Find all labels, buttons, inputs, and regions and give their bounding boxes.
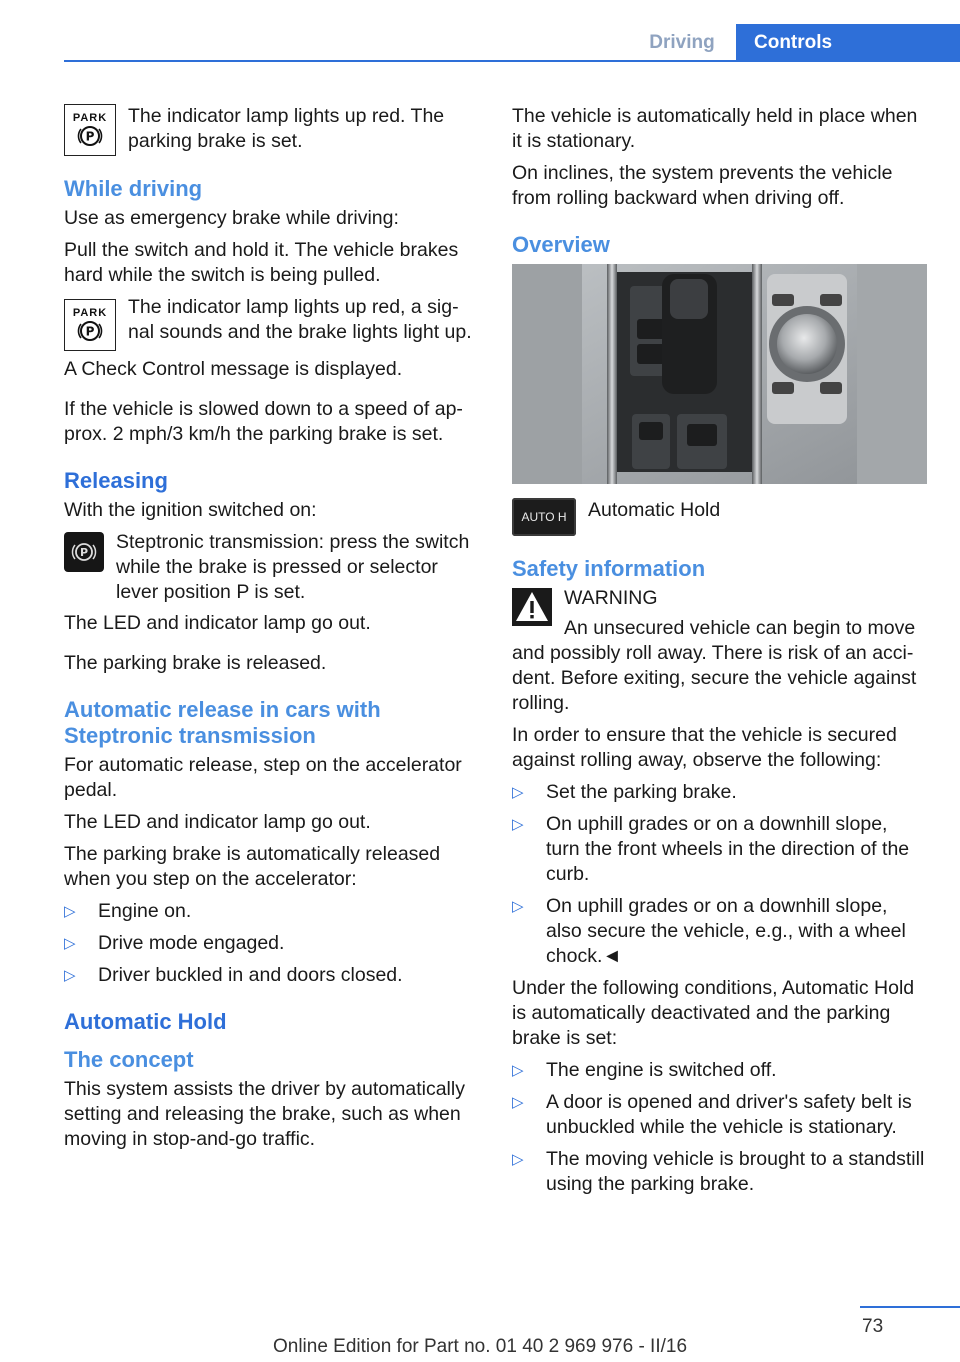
park-indicator-row	[64, 104, 478, 156]
footer-rule	[860, 1306, 960, 1308]
list-item: ▷ A door is opened and driver's safety belt is unbuckled while the vehicle is stationary.	[512, 1091, 912, 1138]
auto-release-p2: The LED and indicator lamp go out.	[64, 811, 371, 833]
header-section-driving[interactable]: Driving	[649, 32, 715, 53]
heading-concept: The concept	[64, 1047, 194, 1072]
emergency-indicator-row	[64, 295, 478, 351]
heading-overview: Overview	[512, 232, 610, 257]
while-driving-p4: If the vehicle is slowed down to a speed of approx. 2 mph/3 km/h the parking brake is set.	[64, 398, 463, 445]
warning-title: WARNING	[564, 587, 658, 609]
list-item: ▷ The moving vehicle is brought to a standstill using the parking brake.	[512, 1148, 925, 1195]
left-column	[64, 104, 478, 1159]
list-item: ▷ Drive mode engaged.	[64, 932, 285, 954]
auto-release-conditions	[64, 899, 478, 988]
park-brake-icon: PARK P	[64, 104, 116, 156]
list-item: ▷ On uphill grades or on a downhill slope, turn the front wheels in the direction of the curb.	[512, 813, 910, 885]
bullet-triangle-icon: ▷	[64, 967, 76, 984]
bullet-triangle-icon: ▷	[64, 935, 76, 952]
parking-brake-switch-icon	[64, 532, 104, 572]
auto-release-p3: The parking brake is automatically released when you step on the accelerator:	[64, 843, 441, 890]
concept-p1: This system assists the driver by automatically setting and releasing the brake, such as when moving in stop-and-go traffic.	[64, 1078, 465, 1150]
release-switch-row	[64, 530, 478, 605]
heading-automatic-release: Automatic release in cars with Steptronic transmission	[64, 697, 381, 748]
list-item: ▷ The engine is switched off.	[512, 1059, 777, 1081]
heading-while-driving: While driving	[64, 176, 203, 201]
auto-hold-button-icon: AUTO H	[512, 498, 576, 536]
bullet-triangle-icon: ▷	[512, 816, 524, 833]
list-item: ▷ On uphill grades or on a downhill slope, also secure the vehicle, e.g., with a wheel chock.◄	[512, 895, 906, 967]
warning-triangle-icon	[512, 588, 552, 626]
svg-text:P: P	[85, 129, 95, 144]
warning-text: An unsecured vehicle can begin to move and possibly roll away. There is risk of an accident. Before exiting, secure the vehicle against rolling.	[512, 617, 917, 714]
heading-releasing: Releasing	[64, 468, 168, 493]
releasing-p2: The LED and indicator lamp go out.	[64, 612, 371, 634]
safety-p2: Under the following conditions, Automatic Hold is automatically deactivated and the parking brake is set:	[512, 977, 915, 1049]
right-p1: The vehicle is automatically held in place when it is stationary.	[512, 105, 918, 152]
svg-text:P: P	[79, 546, 89, 559]
release-switch-text: Steptronic transmission: press the switch while the brake is pressed or selector lever position P is set.	[116, 531, 470, 603]
heading-automatic-hold: Automatic Hold	[64, 1009, 227, 1034]
right-p2: On inclines, the system prevents the vehicle from rolling backward when driving off.	[512, 162, 893, 209]
bullet-triangle-icon: ▷	[512, 1062, 524, 1079]
bullet-triangle-icon: ▷	[512, 898, 524, 915]
securing-steps-list	[512, 780, 926, 969]
safety-p1: In order to ensure that the vehicle is secured against rolling away, observe the following:	[512, 724, 897, 771]
auto-hold-row	[512, 498, 926, 536]
releasing-p3: The parking brake is released.	[64, 652, 327, 674]
list-item: ▷ Engine on.	[64, 900, 192, 922]
header-tab-controls[interactable]: Controls	[736, 24, 960, 62]
releasing-p1: With the ignition switched on:	[64, 499, 317, 521]
center-console-photo	[512, 264, 927, 484]
auto-release-p1: For automatic release, step on the accelerator pedal.	[64, 754, 462, 801]
list-item: ▷ Driver buckled in and doors closed.	[64, 964, 403, 986]
auto-hold-caption: Automatic Hold	[588, 499, 721, 521]
while-driving-p1: Use as emergency brake while driving:	[64, 207, 399, 229]
emergency-indicator-text: The indicator lamp lights up red, a signal sounds and the brake lights light up.	[128, 296, 472, 343]
heading-safety-information: Safety information	[512, 556, 706, 581]
header-rule	[64, 60, 960, 62]
list-item: ▷ Set the parking brake.	[512, 781, 737, 803]
bullet-triangle-icon: ▷	[512, 1151, 524, 1168]
park-indicator-text: The indicator lamp lights up red. The parking brake is set.	[128, 105, 445, 152]
bullet-triangle-icon: ▷	[64, 903, 76, 920]
deactivation-conditions-list	[512, 1058, 926, 1197]
footer-edition: Online Edition for Part no. 01 40 2 969 976 - II/16	[272, 1336, 688, 1357]
park-brake-icon: PARK P	[64, 299, 116, 351]
while-driving-p2: Pull the switch and hold it. The vehicle brakes hard while the switch is being pulled.	[64, 239, 459, 286]
svg-text:P: P	[85, 324, 95, 339]
bullet-triangle-icon: ▷	[512, 1094, 524, 1111]
right-column	[512, 104, 926, 1204]
while-driving-p3: A Check Control message is displayed.	[64, 358, 403, 380]
bullet-triangle-icon: ▷	[512, 784, 524, 801]
page-number: 73	[862, 1316, 884, 1337]
